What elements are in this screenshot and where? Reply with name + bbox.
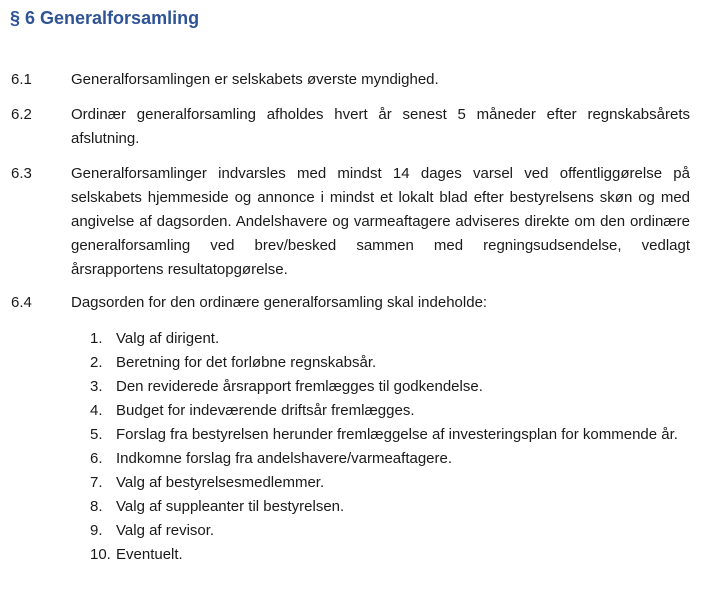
agenda-item-text: Eventuelt. [116, 546, 183, 563]
agenda-item-text: Valg af dirigent. [116, 330, 220, 347]
agenda-item [90, 423, 690, 447]
agenda-item-number: 4. [90, 402, 103, 419]
agenda-item-text: Den reviderede årsrapport fremlægges til godkendelse. [116, 378, 483, 395]
paragraph-text: Generalforsamlingen er selskabets øverste myndighed. [71, 71, 439, 88]
agenda-item [90, 351, 690, 375]
paragraph-number: 6.3 [11, 165, 32, 182]
agenda-item-number: 3. [90, 378, 103, 395]
agenda-item-text: Valg af suppleanter til bestyrelsen. [116, 498, 345, 515]
paragraph-number: 6.1 [11, 71, 32, 88]
agenda-item [90, 375, 690, 399]
agenda-item [90, 543, 690, 567]
agenda-item-text: Valg af bestyrelsesmedlemmer. [116, 474, 325, 491]
agenda-item-number: 1. [90, 330, 103, 347]
paragraph-text: Ordinær generalforsamling afholdes hvert år senest 5 måneder efter regnskabsårets afslutning. [71, 106, 690, 147]
section-heading: § 6 Generalforsamling [10, 8, 200, 28]
agenda-item [90, 495, 690, 519]
agenda-item-number: 6. [90, 450, 103, 467]
paragraph-number: 6.4 [11, 294, 32, 311]
agenda-item-text: Forslag fra bestyrelsen herunder fremlæggelse af investeringsplan for kommende år. [116, 426, 678, 443]
agenda-item [90, 519, 690, 543]
agenda-item-text: Indkomne forslag fra andelshavere/varmeaftagere. [116, 450, 453, 467]
agenda-list [90, 327, 690, 567]
agenda-item-text: Beretning for det forløbne regnskabsår. [116, 354, 377, 371]
agenda-item-number: 7. [90, 474, 103, 491]
agenda-item [90, 399, 690, 423]
agenda-item [90, 447, 690, 471]
agenda-item-text: Valg af revisor. [116, 522, 215, 539]
agenda-item [90, 327, 690, 351]
paragraph-number: 6.2 [11, 106, 32, 123]
paragraph-text: Dagsorden for den ordinære generalforsamling skal indeholde: [71, 294, 488, 311]
paragraph-text: Generalforsamlinger indvarsles med mindst 14 dages varsel ved offentliggørelse på selskabets hjemmeside og annonce i mindst et lokalt blad efter bestyrelsens skøn og med angivelse af dagsorden. Andelshavere og varmeaftagere adviseres direkte om den ordinære generalforsamling ved brev/besked sammen med regningsudsendelse, vedlagt årsrapportens resultatopgørelse. [71, 165, 690, 278]
agenda-item [90, 471, 690, 495]
agenda-item-number: 2. [90, 354, 103, 371]
agenda-item-number: 10. [90, 546, 111, 563]
agenda-item-number: 9. [90, 522, 103, 539]
agenda-item-number: 5. [90, 426, 103, 443]
agenda-item-text: Budget for indeværende driftsår fremlægges. [116, 402, 415, 419]
agenda-item-number: 8. [90, 498, 103, 515]
